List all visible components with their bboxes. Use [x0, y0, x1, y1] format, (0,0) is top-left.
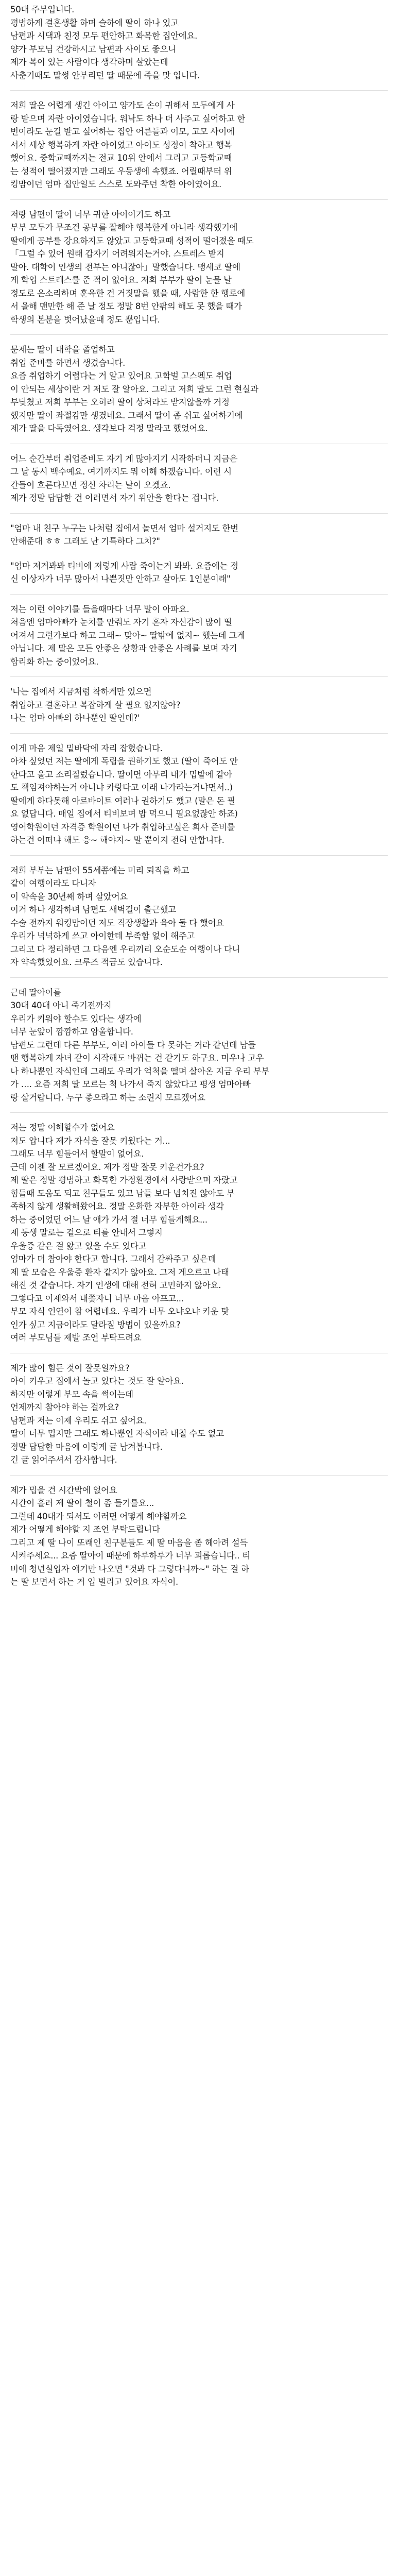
- text-line: '나는 집에서 지금처럼 착하게만 있으면: [10, 687, 152, 697]
- paragraph: [10, 986, 388, 1105]
- paragraph: [10, 1362, 388, 1467]
- text-line: 해진 것 같습니다. 자기 인생에 대해 전혀 고민하지 않아요.: [10, 1280, 221, 1290]
- section-divider: [10, 1475, 388, 1476]
- text-line: 이 안되는 세상이란 거 저도 잘 알아요. 그리고 저희 딸도 그런 현실과: [10, 384, 258, 394]
- text-line: 랑 받으며 자란 아이였습니다. 워낙도 하나 더 사주고 싶어하고 한: [10, 113, 246, 124]
- text-line: 저도 압니다 제가 자식을 잘못 키웠다는 거...: [10, 1136, 170, 1146]
- text-line: 땐 행복하게 자녀 같이 시작해도 바뀌는 건 같기도 하구요. 미우나 고우: [10, 1053, 264, 1063]
- text-line: 엄마가 더 참아야 한다고 합니다. 그래서 감싸주고 싶은데: [10, 1254, 216, 1264]
- text-line: 제가 정말 답답한 건 이러면서 자기 위안을 한다는 겁니다.: [10, 493, 219, 503]
- text-line: 랑 살거랍니다. 누구 좋으라고 하는 소린지 모르겠어요: [10, 1092, 205, 1103]
- section-divider: [10, 1112, 388, 1113]
- text-line: 남편과 저는 이제 우리도 쉬고 싶어요.: [10, 1415, 147, 1426]
- text-line: 평범하게 결혼생활 하며 슬하에 딸이 하나 있고: [10, 18, 179, 28]
- text-line: 아닙니다. 제 말은 모든 안좋은 상황과 안좋은 사례를 보며 자기: [10, 643, 237, 653]
- text-line: 제가 딸을 다독였어요. 생각보다 걱정 말라고 했었어요.: [10, 423, 208, 433]
- text-line: 제 딸은 정말 평범하고 화목한 가정환경에서 사랑받으며 자랐고: [10, 1175, 238, 1185]
- paragraph: [10, 1484, 388, 1589]
- text-line: 남편도 그런데 다른 부부도, 여러 아이들 다 못하는 거라 같던데 남들: [10, 1040, 256, 1050]
- text-line: 그리고 제 딸 나이 또래인 친구분들도 제 딸 마음을 좀 헤아려 설득: [10, 1537, 248, 1548]
- text-line: 저희 딸은 어렵게 생긴 아이고 양가도 손이 귀해서 모두에게 사: [10, 100, 235, 110]
- text-line: 제가 어떻게 해야할 지 조언 부탁드립니다: [10, 1524, 160, 1534]
- paragraph: [10, 343, 388, 435]
- text-line: 족하지 않게 생활해왔어요. 정말 온화한 자부한 아이라 생각: [10, 1201, 224, 1211]
- text-line: 그런데 40대가 되서도 이러면 어떻게 해야할까요: [10, 1511, 187, 1521]
- text-line: 시켜주세요... 요즘 딸아이 때문에 하루하루가 너무 괴롭습니다.. 티: [10, 1551, 250, 1561]
- text-line: 이 약속을 30년째 하며 살았어요: [10, 891, 128, 902]
- text-line: "엄마 저거봐봐 티비에 저렇게 사람 죽이는거 봐봐. 요즘에는 정: [10, 561, 238, 571]
- text-line: 어져서 그런가보다 하고 그래~ 맞아~ 딸밖에 없지~ 했는데 그게: [10, 630, 245, 640]
- paragraph: [10, 3, 388, 82]
- paragraph: [10, 99, 388, 191]
- section-divider: [10, 977, 388, 978]
- text-line: "엄마 내 친구 누구는 나처럼 집에서 놀면서 엄마 설거지도 한번: [10, 523, 238, 533]
- text-line: 하는건 어떠냐 해도 응~ 해야지~ 말 뿐이지 전혀 안합니다.: [10, 835, 224, 845]
- text-line: 근데 이젠 잘 모르겠어요. 제가 정말 잘못 키운건가요?: [10, 1162, 204, 1172]
- paragraph: [10, 603, 388, 669]
- text-line: 이게 마음 제일 밑바닥에 자리 잡혔습니다.: [10, 743, 163, 753]
- text-line: 처음엔 엄마아빠가 눈치를 안줘도 자기 혼자 자신감이 많이 떨: [10, 617, 232, 627]
- text-line: 수술 전까지 워킹맘이던 저도 직장생활과 육아 둘 다 했어요: [10, 918, 224, 928]
- paragraph-gap: [10, 548, 388, 560]
- section-divider: [10, 334, 388, 335]
- text-line: 비에 청년실업자 얘기만 나오면 "것봐 다 그렇다니까~" 하는 걸 하: [10, 1564, 249, 1574]
- text-line: 요즘 취업하기 어렵다는 거 알고 있어요 고학벌 고스펙도 취업: [10, 371, 232, 381]
- text-line: 인가 싶고 지금이라도 달라질 방법이 있을까요?: [10, 1319, 181, 1330]
- paragraph: [10, 685, 388, 725]
- text-line: 그리고 다 정리하면 그 다음엔 우리끼리 오순도순 여행이나 다니: [10, 944, 240, 954]
- text-line: 가 …. 요즘 저희 딸 모르는 척 나가서 죽지 않았다고 평생 엄마아빠: [10, 1079, 251, 1089]
- text-line: 언제까지 참아야 하는 걸까요?: [10, 1402, 119, 1412]
- text-line: 우울증 같은 걸 앓고 있을 수도 있다고: [10, 1241, 147, 1251]
- text-line: 나 하나뿐인 자식인데 그래도 우리가 억척을 떨며 살아온 지금 우리 부부: [10, 1066, 269, 1076]
- text-line: 저는 이런 이야기를 들을때마다 너무 말이 아파요.: [10, 604, 189, 614]
- text-line: 학생의 본분을 벗어났을때 정도 뿐입니다.: [10, 314, 160, 325]
- text-line: 번이라도 눈길 받고 싶어하는 집안 어른들과 이모, 고모 사이에: [10, 127, 235, 137]
- text-line: 부부 모두가 무조건 공부를 잘해야 행복한게 아니라 생각했기에: [10, 223, 238, 232]
- text-line: 딸에게 하다못해 아르바이트 여러나 권하기도 했고 (말은 돈 필: [10, 795, 235, 806]
- text-line: 정말 답답한 마음에 이렇게 글 남겨봅니다.: [10, 1442, 163, 1452]
- text-line: 사춘기때도 말썽 안부리던 딸 때문에 죽을 맛 입니다.: [10, 70, 200, 80]
- text-line: 긴 글 읽어주셔서 감사합니다.: [10, 1455, 117, 1465]
- text-line: 그렇다고 이제와서 내쫓자니 너무 마음 아프고...: [10, 1293, 184, 1303]
- text-line: 우리가 키워야 할수도 있다는 생각에: [10, 1013, 142, 1024]
- text-line: 근데 딸아이를: [10, 987, 61, 997]
- text-line: 아차 싶었던 저는 딸에게 독립을 권하기도 했고 (딸이 죽어도 안: [10, 756, 238, 766]
- text-line: 간들이 흐른다보면 정신 차리는 날이 오겠죠.: [10, 480, 171, 490]
- text-line: 영어학원이던 자격증 학원이던 나가 취업하고싶은 희사 준비를: [10, 822, 235, 832]
- text-line: 부모 자식 인연이 참 어렵네요. 우리가 너무 오냐오냐 키운 탓: [10, 1307, 229, 1316]
- text-line: 양가 부모님 건강하시고 남편과 사이도 좋으니: [10, 44, 176, 54]
- text-line: 이거 하나 생각하며 남편도 새벽길이 출근했고: [10, 905, 176, 914]
- text-line: 제가 밉을 건 시간박에 없어요: [10, 1485, 117, 1495]
- text-line: 시간이 흘러 제 딸이 철이 좀 들기를요...: [10, 1498, 154, 1508]
- section-divider: [10, 90, 388, 91]
- text-line: 하지만 이렇게 부모 속을 썩이는데: [10, 1389, 133, 1399]
- text-line: 말아. 대학이 인생의 전부는 아니잖아」말했습니다. 맹세코 딸에: [10, 262, 240, 272]
- paragraph: [10, 1121, 388, 1345]
- text-line: 30대 40대 아니 죽기전까지: [10, 1001, 112, 1010]
- text-line: 그래도 너무 힘들어서 할말이 없어요.: [10, 1149, 144, 1159]
- section-divider: [10, 594, 388, 595]
- text-line: 취업하고 결혼하고 복잡하게 살 필요 없지않아?: [10, 700, 181, 710]
- text-line: 제가 복이 있는 사람이다 생각하며 살았는데: [10, 57, 168, 67]
- text-line: 한다고 울고 소리질렀습니다. 딸이면 아무리 내가 밉밭에 같아: [10, 769, 232, 779]
- text-line: 저희 부부는 남편이 55세쯤에는 미리 퇴직을 하고: [10, 865, 189, 875]
- section-divider: [10, 676, 388, 677]
- text-line: 그 날 동시 백수예요. 여기까지도 뭐 이해 하겠습니다. 이런 시: [10, 467, 232, 477]
- text-line: 문제는 딸이 대학을 졸업하고: [10, 345, 115, 354]
- text-line: 신 이상자가 너무 많아서 나쁜짓만 안하고 살아도 1인분이래": [10, 574, 231, 584]
- section-divider: [10, 733, 388, 734]
- text-line: 아이 키우고 집에서 놀고 있다는 것도 잘 알아요.: [10, 1376, 184, 1386]
- text-line: 서서 세상 행복하게 자란 아이였고 아이도 성정이 착하고 행복: [10, 140, 232, 150]
- text-line: 게 학업 스트레스를 준 적이 없어요. 저희 부부가 딸이 눈물 날: [10, 275, 232, 285]
- section-divider: [10, 199, 388, 200]
- text-line: 취업 준비를 하면서 생겼습니다.: [10, 358, 126, 368]
- text-line: 50대 주부입니다.: [10, 5, 75, 14]
- text-line: 킹맘이던 엄마 집안일도 스스로 도와주던 착한 아이였어요.: [10, 179, 221, 189]
- text-line: 서 올해 맨만한 해 준 날 정도 정말 8번 안팎의 해도 못 했을 때가: [10, 301, 242, 311]
- text-line: 는 성적이 떨어졌지만 그래도 우등생에 속했죠. 어릴때부터 위: [10, 166, 232, 176]
- text-line: 저랑 남편이 딸이 너무 귀한 아이이기도 하고: [10, 209, 171, 219]
- text-line: 힘들때 도움도 되고 친구들도 있고 남들 보다 넘치진 않아도 부: [10, 1188, 235, 1198]
- text-line: 제 동생 말로는 겉으로 티를 안내서 그렇지: [10, 1228, 163, 1238]
- text-line: 나는 엄마 아빠의 하나뿐인 딸인데?': [10, 713, 140, 723]
- text-line: 부딪쳤고 저희 부부는 오히려 딸이 상처라도 받지않을까 거정: [10, 397, 230, 407]
- text-line: 요 없답니다. 매일 집에서 티비보며 밥 먹으니 필요없잖안 하죠): [10, 809, 238, 819]
- text-line: 남편과 시댁과 친정 모두 편안하고 화목한 집안에요.: [10, 31, 198, 41]
- paragraph: [10, 864, 388, 969]
- paragraph: [10, 522, 388, 548]
- text-line: 했어요. 중학교때까지는 전교 10위 안에서 그리고 고등학교때: [10, 153, 232, 163]
- text-line: 제 딸 모습은 우울증 환자 같지가 않아요. 그저 게으르고 나태: [10, 1267, 229, 1277]
- section-divider: [10, 855, 388, 856]
- text-line: 합리화 하는 중이었어요.: [10, 656, 99, 667]
- text-line: 저는 정말 이해할수가 없어요: [10, 1123, 115, 1132]
- text-line: 도 책임져야하는거 아니냐 카랑다고 이래 나가라는거냐면서..): [10, 783, 233, 792]
- text-line: 너무 눈앞이 깜깜하고 암울합니다.: [10, 1027, 133, 1037]
- text-line: 「그럴 수 있어 원래 갑자기 어려워지는거야. 스트레스 받지: [10, 249, 224, 259]
- text-line: 자 약속했었어요. 크루즈 적금도 있습니다.: [10, 957, 163, 967]
- paragraph: [10, 452, 388, 505]
- text-line: 하는 중이었던 어느 날 애가 가서 절 너무 힘들게해요...: [10, 1214, 207, 1225]
- text-line: 같이 여행이라도 다니자: [10, 878, 96, 888]
- text-line: 우리가 넉넉하게 쓰고 아이한테 부족함 없이 해주고: [10, 931, 195, 941]
- text-line: 제가 많이 힘든 것이 잘못일까요?: [10, 1363, 130, 1373]
- text-line: 는 딸 보면서 하는 거 입 벌리고 있어요 자식이.: [10, 1577, 179, 1587]
- paragraph: [10, 560, 388, 586]
- text-line: 딸이 너무 밉지만 그래도 하나뿐인 자식이라 내칠 수도 없고: [10, 1429, 224, 1438]
- text-line: 여러 부모님들 제발 조언 부탁드려요: [10, 1333, 142, 1343]
- section-divider: [10, 513, 388, 514]
- text-line: 딸에게 공부를 강요하지도 않았고 고등학교때 성적이 떨어졌을 때도: [10, 235, 254, 246]
- text-line: 어느 순간부터 취업준비도 자기 게 많아지기 시작하더니 지금은: [10, 453, 238, 464]
- text-line: 했지만 딸이 좌절감만 생겼네요. 그래서 딸이 좀 쉬고 싶어하기에: [10, 410, 243, 420]
- text-line: 안해준대 ㅎㅎ 그래도 난 기특하다 그치?": [10, 536, 160, 546]
- paragraph: [10, 208, 388, 327]
- text-line: 정도로 은소리하며 훈육한 건 거짓말을 했을 때, 사람한 한 행로에: [10, 288, 246, 298]
- paragraph: [10, 742, 388, 847]
